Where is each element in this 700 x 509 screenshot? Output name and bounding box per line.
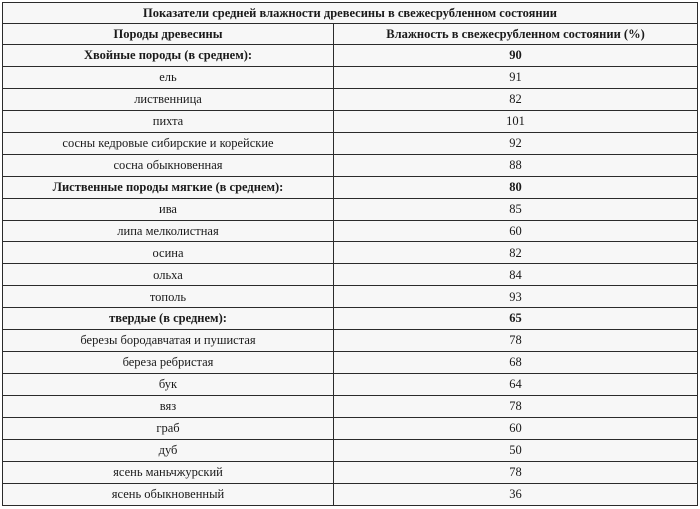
- table-group-row: [3, 308, 698, 330]
- table-row: [3, 110, 698, 132]
- moisture-value-cell: 93: [334, 286, 698, 308]
- column-header-species: Породы древесины: [3, 24, 334, 45]
- moisture-value-cell: 60: [334, 417, 698, 439]
- table-title-row: [3, 3, 698, 24]
- species-cell: вяз: [3, 396, 334, 418]
- table-row: [3, 352, 698, 374]
- moisture-value-cell: 64: [334, 374, 698, 396]
- table-row: [3, 220, 698, 242]
- moisture-value-cell: 60: [334, 220, 698, 242]
- table-row: [3, 242, 698, 264]
- table-group-row: [3, 45, 698, 67]
- table-row: [3, 88, 698, 110]
- moisture-value-cell: 78: [334, 330, 698, 352]
- moisture-value-cell: 90: [334, 45, 698, 67]
- table-row: [3, 264, 698, 286]
- table-row: [3, 154, 698, 176]
- species-cell: ель: [3, 66, 334, 88]
- table-header-row: [3, 24, 698, 45]
- species-cell: пихта: [3, 110, 334, 132]
- table-row: [3, 483, 698, 505]
- species-cell: дуб: [3, 439, 334, 461]
- moisture-value-cell: 82: [334, 242, 698, 264]
- table-row: [3, 132, 698, 154]
- moisture-value-cell: 36: [334, 483, 698, 505]
- moisture-value-cell: 85: [334, 198, 698, 220]
- moisture-value-cell: 65: [334, 308, 698, 330]
- species-cell: Хвойные породы (в среднем):: [3, 45, 334, 67]
- table-row: [3, 374, 698, 396]
- table-row: [3, 330, 698, 352]
- moisture-value-cell: 88: [334, 154, 698, 176]
- species-cell: березы бородавчатая и пушистая: [3, 330, 334, 352]
- moisture-value-cell: 68: [334, 352, 698, 374]
- table-row: [3, 66, 698, 88]
- table-row: [3, 396, 698, 418]
- table-title: Показатели средней влажности древесины в свежесрубленном состоянии: [3, 3, 698, 24]
- wood-moisture-table: [2, 2, 698, 506]
- table-row: [3, 439, 698, 461]
- table-body: [3, 45, 698, 506]
- moisture-value-cell: 84: [334, 264, 698, 286]
- species-cell: ясень обыкновенный: [3, 483, 334, 505]
- moisture-value-cell: 101: [334, 110, 698, 132]
- species-cell: твердые (в среднем):: [3, 308, 334, 330]
- species-cell: ольха: [3, 264, 334, 286]
- table-group-row: [3, 176, 698, 198]
- moisture-value-cell: 50: [334, 439, 698, 461]
- species-cell: сосна обыкновенная: [3, 154, 334, 176]
- moisture-value-cell: 80: [334, 176, 698, 198]
- species-cell: ясень маньчжурский: [3, 461, 334, 483]
- moisture-table-sheet: [2, 2, 697, 506]
- species-cell: граб: [3, 417, 334, 439]
- species-cell: сосны кедровые сибирские и корейские: [3, 132, 334, 154]
- species-cell: осина: [3, 242, 334, 264]
- species-cell: Лиственные породы мягкие (в среднем):: [3, 176, 334, 198]
- column-header-moisture: Влажность в свежесрубленном состоянии (%): [334, 24, 698, 45]
- moisture-value-cell: 91: [334, 66, 698, 88]
- species-cell: тополь: [3, 286, 334, 308]
- moisture-value-cell: 78: [334, 461, 698, 483]
- species-cell: береза ребристая: [3, 352, 334, 374]
- species-cell: липа мелколистная: [3, 220, 334, 242]
- moisture-value-cell: 82: [334, 88, 698, 110]
- table-row: [3, 461, 698, 483]
- moisture-value-cell: 92: [334, 132, 698, 154]
- species-cell: лиственница: [3, 88, 334, 110]
- table-row: [3, 417, 698, 439]
- species-cell: бук: [3, 374, 334, 396]
- species-cell: ива: [3, 198, 334, 220]
- table-row: [3, 286, 698, 308]
- table-row: [3, 198, 698, 220]
- moisture-value-cell: 78: [334, 396, 698, 418]
